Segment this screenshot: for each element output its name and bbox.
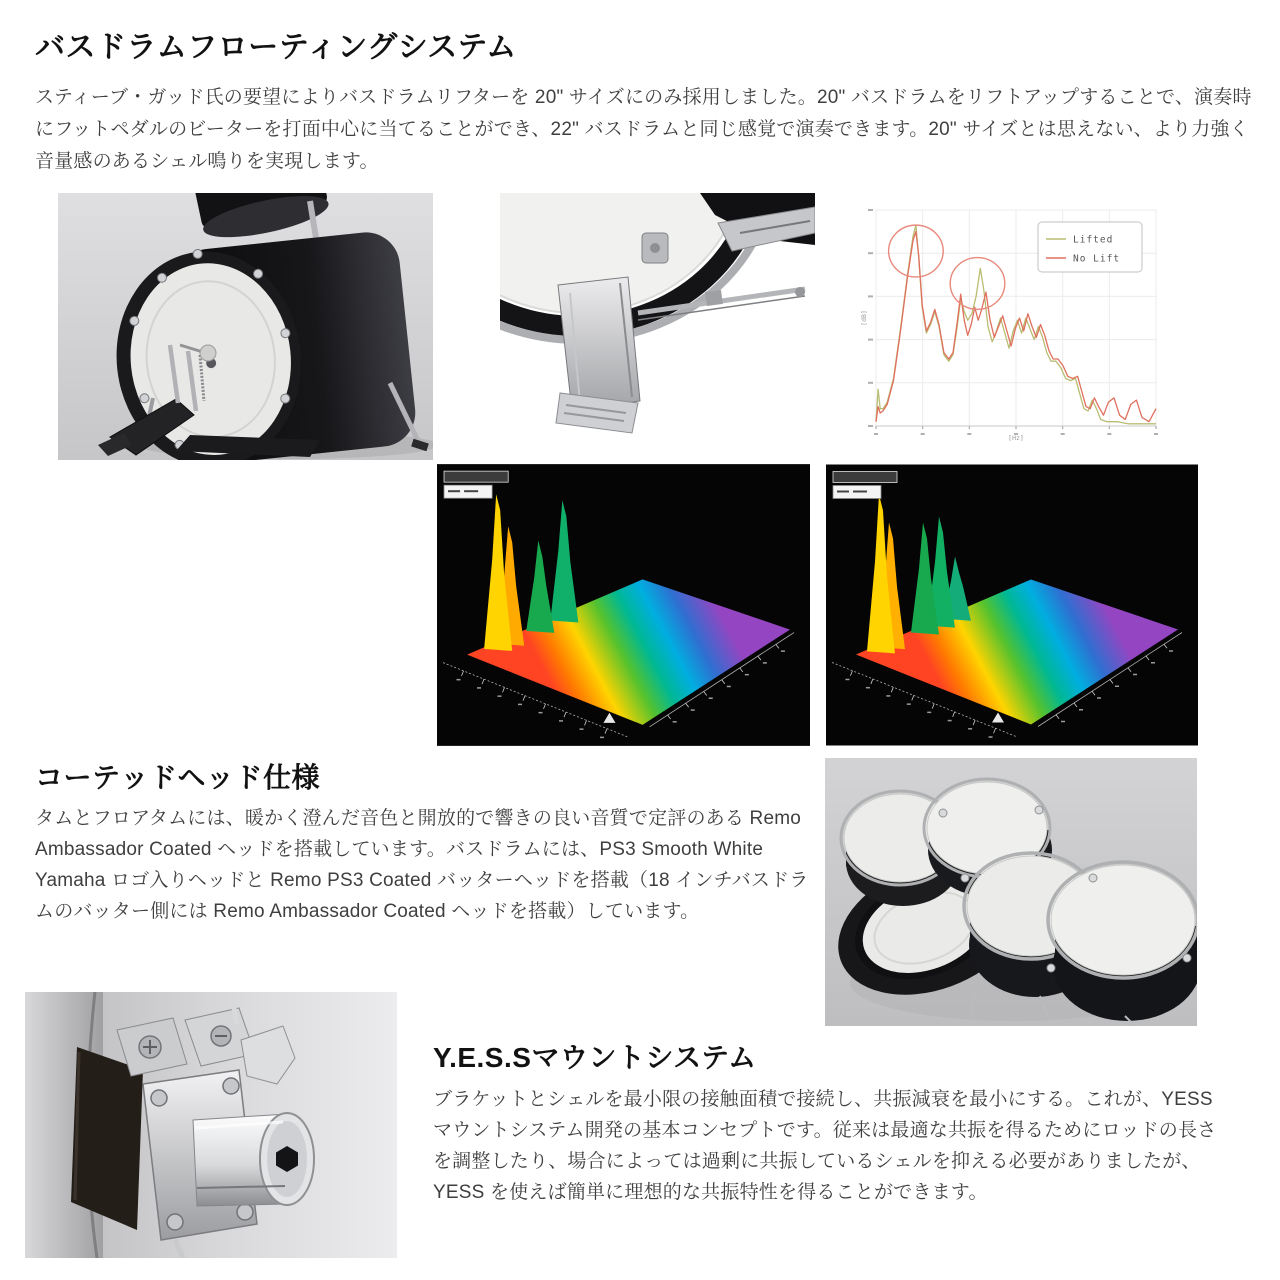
svg-text:[dB]: [dB]	[860, 310, 868, 326]
bass-drum-pedal-photo	[58, 193, 433, 460]
heading-yess-mount-system: Y.E.S.Sマウントシステム	[433, 1042, 757, 1073]
lifted-vs-nolift-chart	[860, 198, 1168, 444]
floor-tom-2	[1048, 862, 1197, 1021]
chart-legend	[1038, 222, 1142, 272]
coated-head-paragraph: タムとフロアタムには、暖かく澄んだ音色と開放的で響きの良い音質で定評のある Remo Ambassador Coated ヘッドを搭載しています。バスドラムには、PS3 Smooth White Yamaha ロゴ入りヘッドと Remo PS3 Coated バッターヘッドを搭載（18 インチバスドラムのバッター側には Remo Ambassador Coated ヘッドを搭載）しています。	[35, 808, 809, 922]
drum-kit-photo	[825, 758, 1197, 1026]
spectrogram-badge-dark	[444, 471, 508, 482]
waterfall-spectrogram-left	[437, 464, 810, 746]
svg-text:No Lift: No Lift	[1073, 253, 1121, 265]
svg-text:Lifted: Lifted	[1073, 234, 1114, 246]
svg-text:[Hz]: [Hz]	[1008, 434, 1024, 442]
waterfall-spectrogram-right	[826, 464, 1198, 746]
lifter-illustration	[500, 193, 815, 458]
spectrogram-left-plot	[437, 464, 810, 746]
spectrogram-badge-dark	[833, 472, 897, 483]
heading-bass-drum-floating-system: バスドラムフローティングシステム	[35, 31, 517, 64]
yess-mount-photo	[25, 992, 397, 1258]
yess-mount-paragraph: ブラケットとシェルを最小限の接触面積で接続し、共振減衰を最小にする。これが、YESS マウントシステム開発の基本コンセプトです。従来は最適な共振を得るためにロッドの長さを調整したり、場合によっては過剰に共振しているシェルを抑える必要がありましたが、YESS を使えば簡単に理想的な共振特性を得ることができます。	[433, 1089, 1217, 1203]
bass-drum-floating-paragraph: スティーブ・ガッド氏の要望によりバスドラムリフターを 20" サイズにのみ採用しました。20" バスドラムをリフトアップすることで、演奏時にフットペダルのビーターを打面中心に当てることができ、22" バスドラムと同じ感覚で演奏できます。20" サイズとは思えない、より力強く音量感のあるシェル鳴りを実現します。	[35, 87, 1252, 172]
frequency-response-chart	[860, 198, 1168, 444]
drum-kit-illustration	[825, 758, 1197, 1026]
bass-drum-lifter-photo	[500, 193, 815, 458]
yess-mount-illustration	[25, 992, 397, 1258]
spectrogram-right-plot	[826, 464, 1198, 746]
bass-drum-pedal-illustration	[58, 193, 433, 460]
heading-coated-head: コーテッドヘッド仕様	[35, 762, 321, 793]
